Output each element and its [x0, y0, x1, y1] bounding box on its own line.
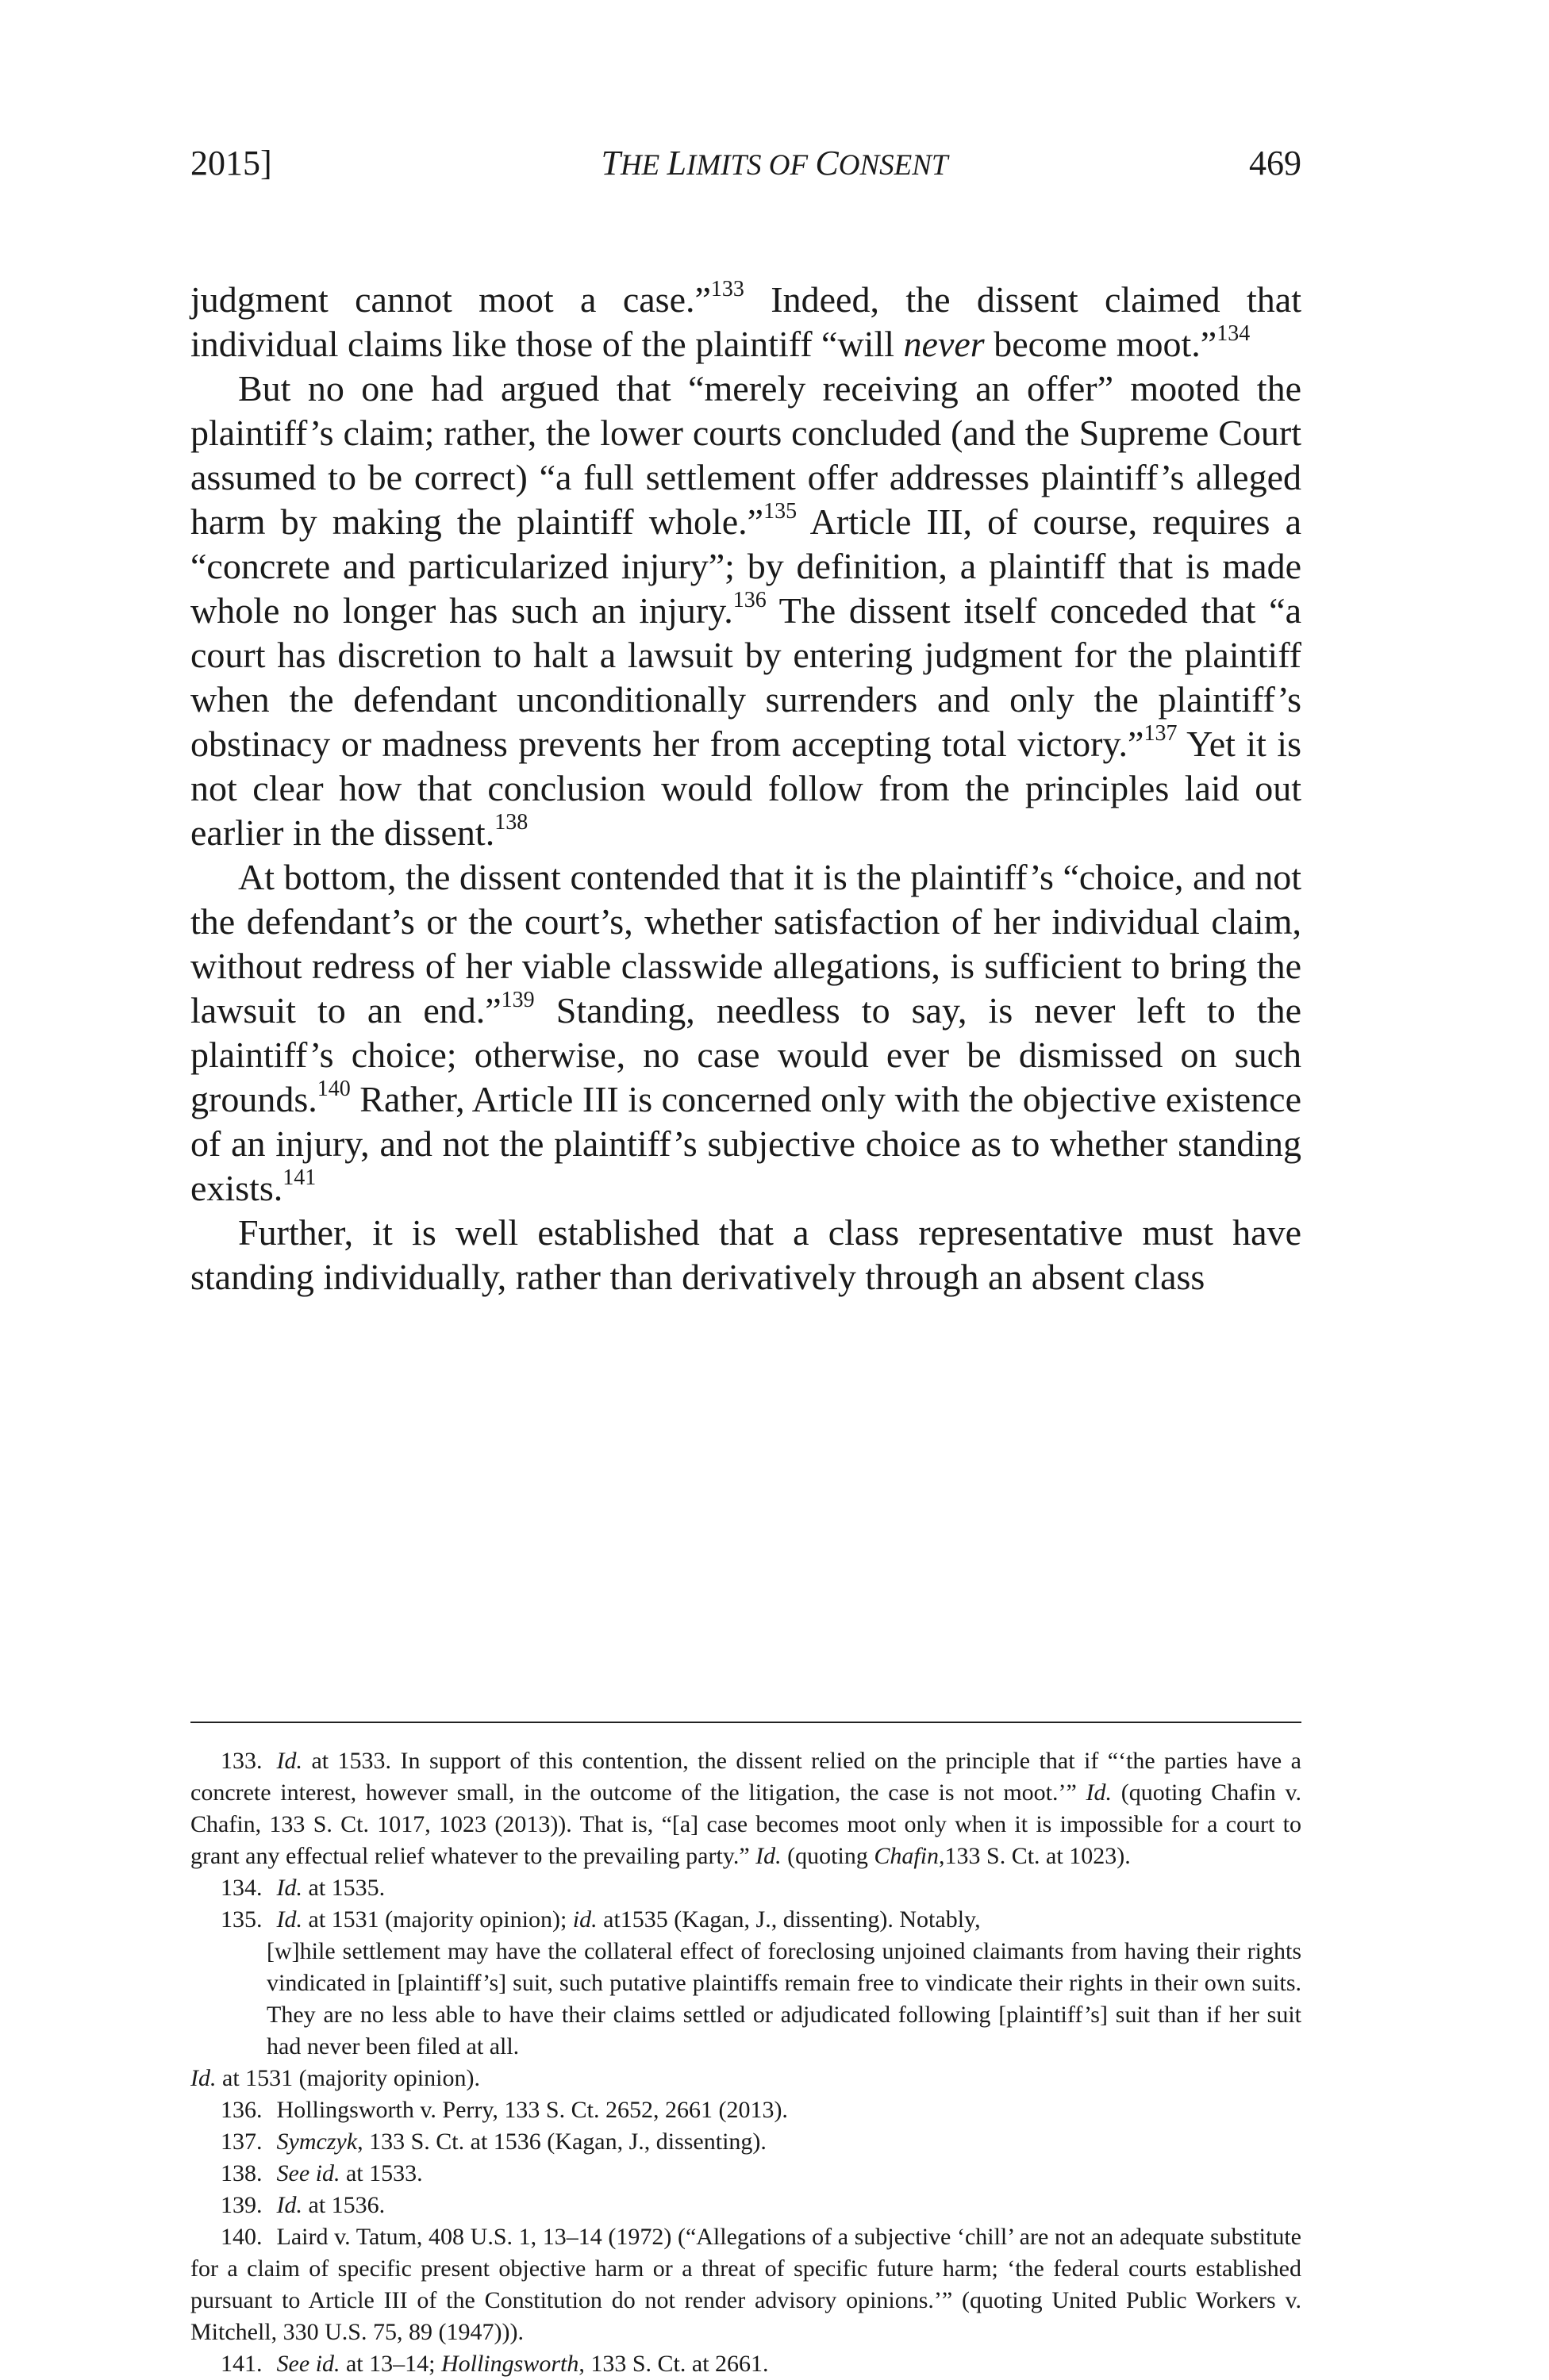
- footnote-ref-140: 140: [317, 1077, 351, 1101]
- footnote-140: 140. Laird v. Tatum, 408 U.S. 1, 13–14 (1972) (“Allegations of a subjective ‘chill’ are not an adequate substitute for a claim of specific present objective harm or a threat of specific future harm; ‘the federal courts established pursuant to Article III of the Constitution do not render advisory opinions.’” (quoting United Public Workers v. Mitchell, 330 U.S. 75, 89 (1947))).: [190, 2224, 1301, 2345]
- footnote-ref-134: 134: [1217, 321, 1251, 346]
- main-text: [190, 278, 1301, 1299]
- footnote-133: 133. Id. at 1533. In support of this contention, the dissent relied on the principle that if “‘the parties have a concrete interest, however small, in the outcome of the litigation, the case is not moot.’” Id. (quoting Chafin v. Chafin, 133 S. Ct. 1017, 1023 (2013)). That is, “[a] case becomes moot only when it is impossible for a court to grant any effectual relief whatever to the prevailing party.” Id. (quoting Chafin,133 S. Ct. at 1023).: [190, 1748, 1301, 1869]
- paragraph-1: judgment cannot moot a case.”$^{133}$ Indeed, the dissent claimed that individual claims like those of the plaintiff “will never become moot.”$^{134}$: [190, 277, 1301, 364]
- footnote-ref-137: 137: [1143, 721, 1178, 746]
- footnote-ref-133: 133: [710, 277, 744, 301]
- footnote-138: 138. See id. at 1533.: [221, 2160, 423, 2186]
- paragraph-2: But no one had argued that “merely receiving an offer” mooted the plaintiff’s claim; rather, the lower courts concluded (and the Supreme Court assumed to be correct) “a full settlement offer addresses plaintiff’s alleged harm by making the plaintiff whole.”$^{135}$ Article III, of course, requires a “concrete and particularized injury”; by definition, a plaintiff that is made whole no longer has such an injury.$^{136}$ The dissent itself conceded that “a court has discretion to halt a lawsuit by entering judgment for the plaintiff when the defendant unconditionally surrenders and only the plaintiff’s obstinacy or madness prevents her from accepting total victory.”$^{137}$ Yet it is not clear how that conclusion would follow from the principles laid out earlier in the dissent.$^{138}$: [190, 368, 1301, 853]
- paragraph-3: At bottom, the dissent contended that it is the plaintiff’s “choice, and not the defendant’s or the court’s, whether satisfaction of her individual claim, without redress of her viable classwide allegations, is sufficient to bring the lawsuit to an end.”$^{139}$ Standing, needless to say, is never left to the plaintiff’s choice; otherwise, no case would ever be dismissed on such grounds.$^{140}$ Rather, Article III is concerned only with the objective existence of an injury, and not the plaintiff’s subjective choice as to whether standing exists.$^{141}$: [190, 857, 1301, 1208]
- running-header: [0, 143, 1549, 190]
- footnote-134: 134. Id. at 1535.: [221, 1875, 386, 1901]
- footnote-ref-135: 135: [763, 499, 798, 524]
- paragraph-4: Further, it is well established that a class representative must have standing individually, rather than derivatively through an absent class: [190, 1212, 1301, 1297]
- footnote-ref-139: 139: [501, 988, 535, 1012]
- footnote-135-blockquote: [w]hile settlement may have the collateral effect of foreclosing unjoined claimants from having their rights vindicated in [plaintiff’s] suit, such putative plaintiffs remain free to vindicate their rights in their own suits. They are no less able to have their claims settled or adjudicated following [plaintiff’s] suit than if her suit had never been filed at all.: [267, 1938, 1301, 2059]
- footnote-ref-136: 136: [732, 588, 767, 612]
- footnote-ref-141: 141: [283, 1165, 317, 1190]
- footnote-137: 137. Symczyk, 133 S. Ct. at 1536 (Kagan, J., dissenting).: [221, 2129, 767, 2155]
- footnote-divider: [190, 1722, 1301, 1723]
- footnote-135-continuation: Id. at 1531 (majority opinion).: [190, 2065, 480, 2091]
- header-title: THE LIMITS OF CONSENT: [601, 144, 948, 182]
- page-number: 469: [1249, 144, 1301, 182]
- footnote-135: 135. Id. at 1531 (majority opinion); id. at1535 (Kagan, J., dissenting). Notably,: [221, 1906, 981, 1933]
- footnote-139: 139. Id. at 1536.: [221, 2192, 386, 2218]
- footnote-136: 136. Hollingsworth v. Perry, 133 S. Ct. 2652, 2661 (2013).: [221, 2097, 788, 2123]
- header-year: 2015]: [190, 144, 272, 182]
- footnotes: [190, 1745, 1301, 2380]
- footnote-141: 141. See id. at 13–14; Hollingsworth, 133 S. Ct. at 2661.: [221, 2351, 769, 2377]
- footnote-ref-138: 138: [494, 810, 529, 835]
